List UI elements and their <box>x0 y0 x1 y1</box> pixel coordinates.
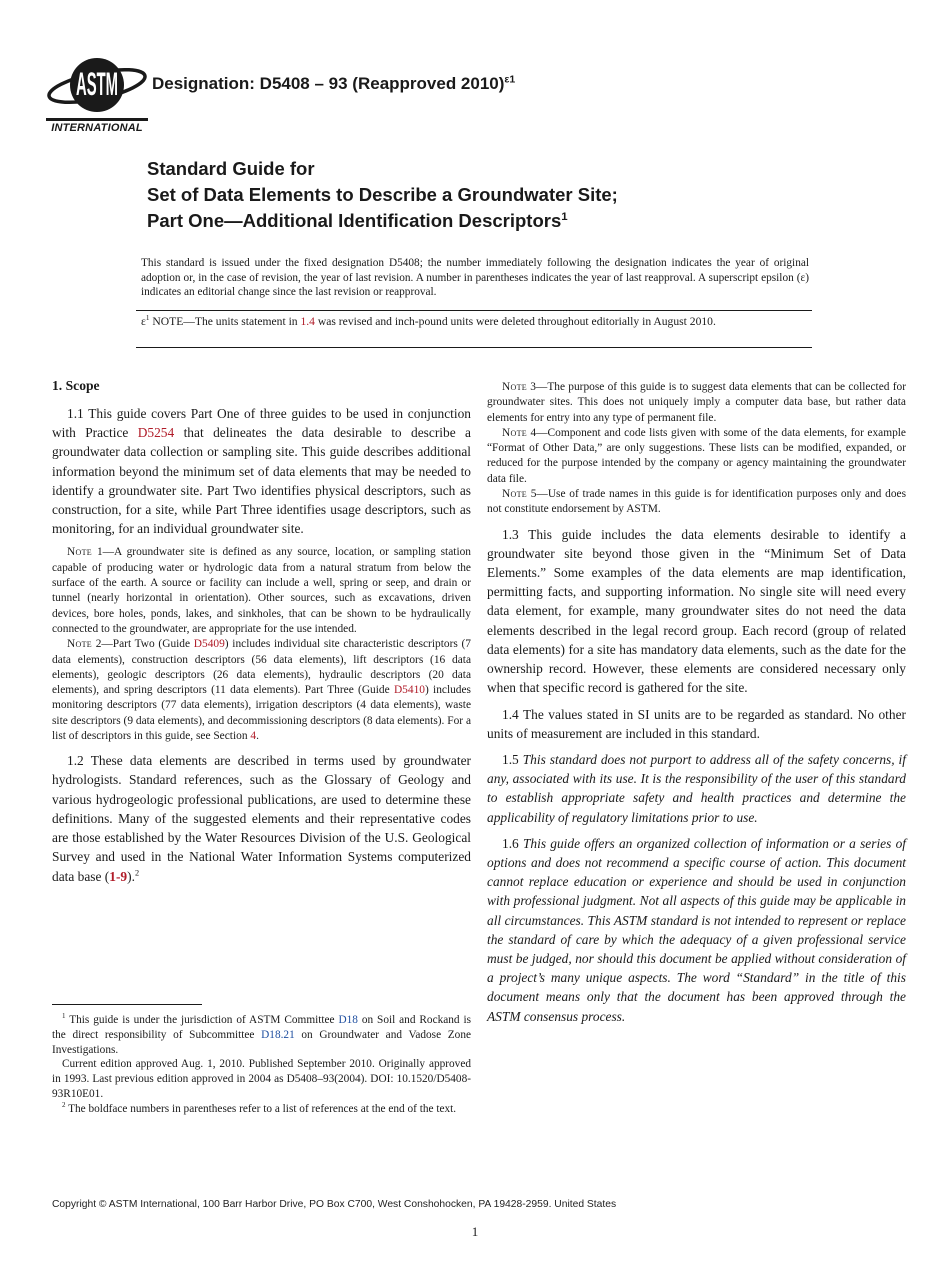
link-d5409[interactable]: D5409 <box>193 638 225 651</box>
note-3: Note 3—The purpose of this guide is to suggest data elements that can be collected for groundwater sites. This does not uniquely imply a computer data base, but rather data elements for entry into any type of permanent file. <box>487 381 906 424</box>
divider-rule-top <box>136 310 812 311</box>
note-4: Note 4—Component and code lists given with some of the data elements, for example “Format of Other Data,” are only suggestions. These lists can be modified, expanded, or reduced for the purpose intended by the company or agency maintaining the groundwater data file. <box>487 426 906 485</box>
link-d18-21[interactable]: D18.21 <box>261 1028 295 1041</box>
paragraph-1-4: 1.4 The values stated in SI units are to be regarded as standard. No other units of measurement are included in this standard. <box>487 706 906 741</box>
designation-line: Designation: D5408 – 93 (Reapproved 2010)$^{\varepsilon 1}$ <box>152 73 516 93</box>
paragraph-1-5: 1.5 This standard does not purport to address all of the safety concerns, if any, associated with its use. It is the responsibility of the user of this standard to establish appropriate safety and health practices and determine the applicability of regulatory limitations prior to use. <box>487 751 906 825</box>
page-number: 1 <box>471 1224 479 1239</box>
title-line-2: Set of Data Elements to Describe a Groundwater Site; <box>147 184 618 205</box>
paragraph-1-2: 1.2 These data elements are described in terms used by groundwater hydrologists. Standard references, such as the Glossary of Geology and various hydrogeologic professional publications, are used to determine these definitions. Many of the suggested elements and their representative codes are those established by the Water Resources Division of the U.S. Geological Survey and used in the National Water Information Systems computerized data base (1-9).$^2$ <box>52 753 471 884</box>
paragraph-1-1: 1.1 This guide covers Part One of three guides to be used in conjunction with Practice D5254 that delineates the data desirable to describe a groundwater data collection or sampling site. This guide describes additional information beyond the minimum set of data elements that may be needed to identify a groundwater site. Part Two identifies physical descriptors, such as construction, for a site, while Part Three identifies usage descriptors, such as monitoring, for an individual groundwater site. <box>52 406 471 537</box>
issuance-statement: This standard is issued under the fixed designation D5408; the number immediately following the designation indicates the year of original adoption or, in the case of revision, the year of last revision. A number in parentheses indicates the year of last reapproval. A superscript epsilon (ε) indicates an editorial change since the last revision or reapproval. <box>141 257 809 299</box>
footnote-2: $^2$ The boldface numbers in parentheses refer to a list of references at the end of the text. <box>62 1101 457 1115</box>
document-title <box>147 156 618 234</box>
footnote-rule <box>52 1004 202 1005</box>
epsilon-note: $\varepsilon^1$ NOTE—The units statement in 1.4 was revised and inch-pound units were deleted throughout editorially in August 2010. <box>141 314 716 328</box>
divider-rule-bottom <box>136 347 812 348</box>
notes-block-right <box>487 380 906 518</box>
link-section-4[interactable]: 4 <box>250 729 257 742</box>
ref-1-9[interactable]: 1-9 <box>109 868 128 884</box>
paragraph-1-3: 1.3 This guide includes the data elements desirable to identify a groundwater site beyond those given in the “Minimum Set of Data Elements.” Some examples of the data elements are map identification, permitting facts, and supporting information. No single site will need every data element, for example, many groundwater sites do not need the data elements described in the legal record group. Each record (group of related data elements) for a site has mandatory data elements, such as the date for the ownership record. However, these elements are considered necessary only when that specific record is gathered for the site. <box>487 526 906 696</box>
title-line-3: Part One—Additional Identification Descriptors$^1$ <box>147 210 568 231</box>
astm-logo <box>46 54 148 134</box>
link-d18[interactable]: D18 <box>338 1014 358 1026</box>
note-1: Note 1—A groundwater site is defined as any source, location, or sampling station capable of producing water or hydrologic data from a natural stratum from below the surface of the earth. A source or facility can include a well, spring or seep, and drain or tunnel (nearly horizontal in orientation). Other sources, such as excavations, driven devices, bore holes, ponds, lakes, and sinkholes, that can be shown to be hydraulically connected to the groundwater, are appropriate for the use intended. <box>52 546 471 635</box>
link-d5254[interactable]: D5254 <box>137 425 175 441</box>
note-2: Note 2—Part Two (Guide D5409) includes individual site characteristic descriptors (7 data elements), construction descriptors (56 data elements), lift descriptors (16 data elements), geologic descriptors (26 data elements), hydraulic descriptors (20 data elements), and spring descriptors (11 data elements). Part Three (Guide D5410) includes monitoring descriptors (77 data elements), irrigation descriptors (4 data elements), waste site descriptors (9 data elements), and decommissioning descriptors (8 data elements). For a list of descriptors in this guide, see Section 4. <box>52 638 471 742</box>
notes-block-left <box>52 545 471 744</box>
footnotes-block <box>52 1004 471 1117</box>
title-line-1: Standard Guide for <box>147 158 315 179</box>
link-d5410[interactable]: D5410 <box>393 684 425 697</box>
logo-international-label: INTERNATIONAL <box>46 118 148 134</box>
note-5: Note 5—Use of trade names in this guide is for identification purposes only and does not constitute endorsement by ASTM. <box>487 488 906 516</box>
footnote-1: $^1$ This guide is under the jurisdiction of ASTM Committee D18 on Soil and Rockand is the direct responsibility of Subcommittee D18.21 on Groundwater and Vadose Zone Investigations. <box>52 1012 471 1056</box>
footnote-edition: Current edition approved Aug. 1, 2010. Published September 2010. Originally approved in 1993. Last previous edition approved in 2004 as D5408–93(2004). DOI: 10.1520/D5408-93R10E01. <box>52 1058 471 1100</box>
ref-1-4[interactable]: 1.4 <box>300 315 315 328</box>
paragraph-1-6: 1.6 This guide offers an organized collection of information or a series of options and does not recommend a specific course of action. This document cannot replace education or experience and should be used in conjunction with professional judgment. Not all aspects of this guide may be applicable in all circumstances. This ASTM standard is not intended to represent or replace the standard of care by which the adequacy of a given professional service must be judged, nor should this document be applied without consideration of a project’s many unique aspects. The word “Standard” in the title of this document means only that the document has been approved through the ASTM consensus process. <box>487 835 906 1024</box>
astm-globe-icon <box>46 54 148 118</box>
right-column <box>487 378 906 1033</box>
copyright-line: Copyright © ASTM International, 100 Barr Harbor Drive, PO Box C700, West Conshohocken, PA 19428-2959. United States <box>52 1199 617 1210</box>
scope-heading: 1. Scope <box>52 378 100 393</box>
left-column <box>52 378 471 893</box>
svg-text:ASTM: ASTM <box>76 66 118 103</box>
